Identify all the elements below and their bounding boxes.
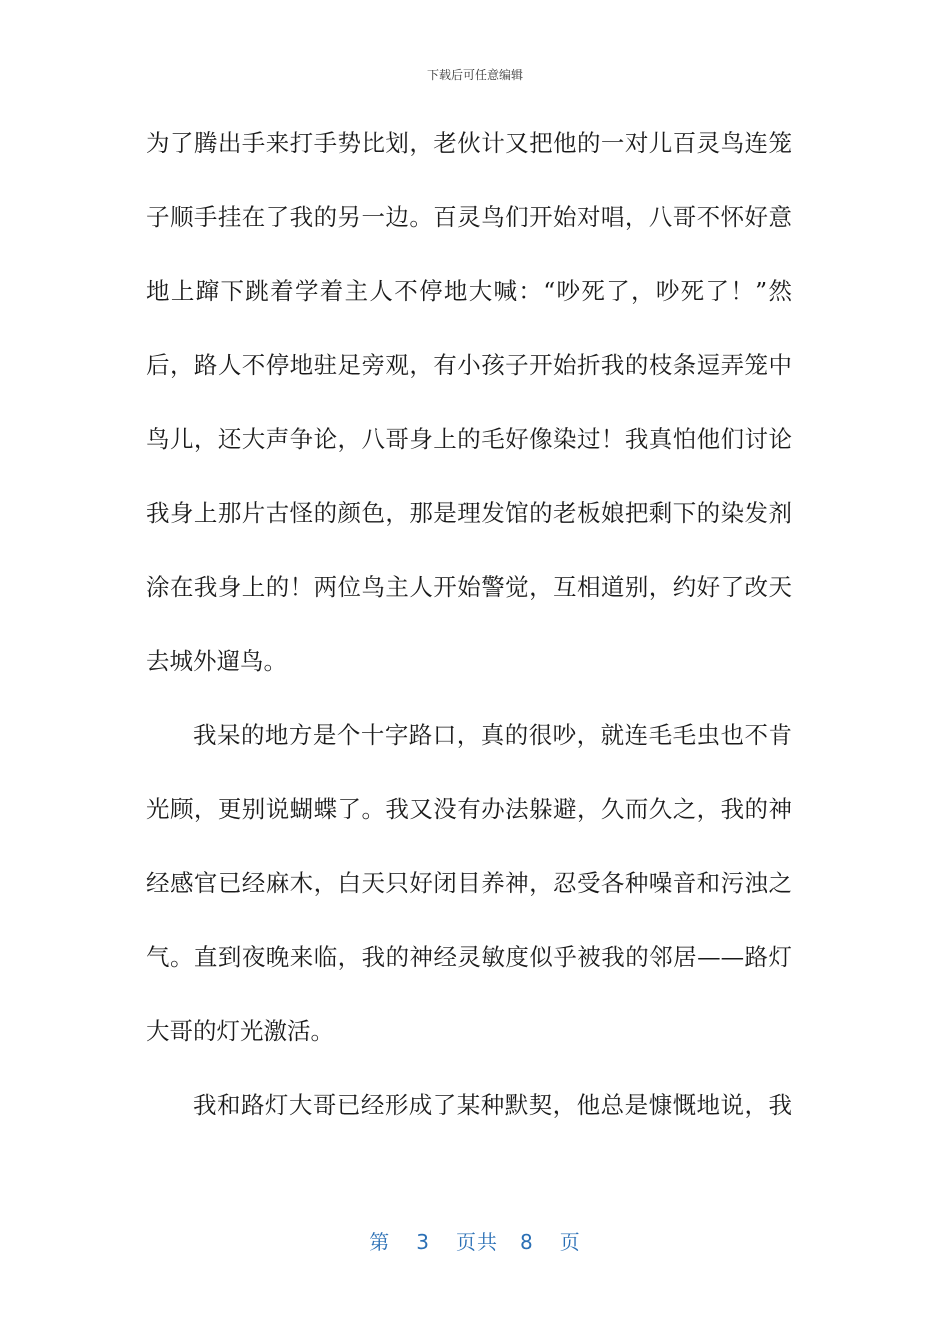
paragraph-1	[146, 122, 792, 714]
paragraph-2	[146, 714, 792, 1084]
page-label-mid: 页共	[456, 1230, 498, 1254]
text-line: 我身上那片古怪的颜色，那是理发馆的老板娘把剩下的染发剂	[146, 499, 792, 527]
text-line: 光顾，更别说蝴蝶了。我又没有办法躲避，久而久之，我的神	[146, 795, 792, 823]
paragraph-3	[146, 1084, 792, 1158]
header-note: 下载后可任意编辑	[426, 68, 523, 82]
text-line: 去城外遛鸟。	[146, 647, 287, 675]
text-line: 大哥的灯光激活。	[146, 1017, 334, 1045]
current-page-number: 3	[416, 1230, 430, 1254]
text-line: 气。直到夜晚来临，我的神经灵敏度似乎被我的邻居——路灯	[146, 943, 792, 971]
text-line: 子顺手挂在了我的另一边。百灵鸟们开始对唱，八哥不怀好意	[146, 203, 792, 231]
text-line: 地上蹿下跳着学着主人不停地大喊：“吵死了，吵死了！”然	[146, 277, 792, 305]
page-label-prefix: 第	[369, 1230, 391, 1254]
text-line: 涂在我身上的！两位鸟主人开始警觉，互相道别，约好了改天	[146, 573, 792, 601]
text-line: 后，路人不停地驻足旁观，有小孩子开始折我的枝条逗弄笼中	[146, 351, 792, 379]
text-line: 为了腾出手来打手势比划，老伙计又把他的一对儿百灵鸟连笼	[146, 129, 792, 157]
document-body	[146, 122, 792, 1158]
page-label-suffix: 页	[559, 1230, 581, 1254]
page-footer	[0, 1226, 950, 1255]
text-line: 鸟儿，还大声争论，八哥身上的毛好像染过！我真怕他们讨论	[146, 425, 792, 453]
text-line: 经感官已经麻木，白天只好闭目养神，忍受各种噪音和污浊之	[146, 869, 792, 897]
total-pages-number: 8	[520, 1230, 534, 1254]
text-line: 我和路灯大哥已经形成了某种默契，他总是慷慨地说，我	[193, 1091, 792, 1119]
text-line: 我呆的地方是个十字路口，真的很吵，就连毛毛虫也不肯	[193, 721, 792, 749]
